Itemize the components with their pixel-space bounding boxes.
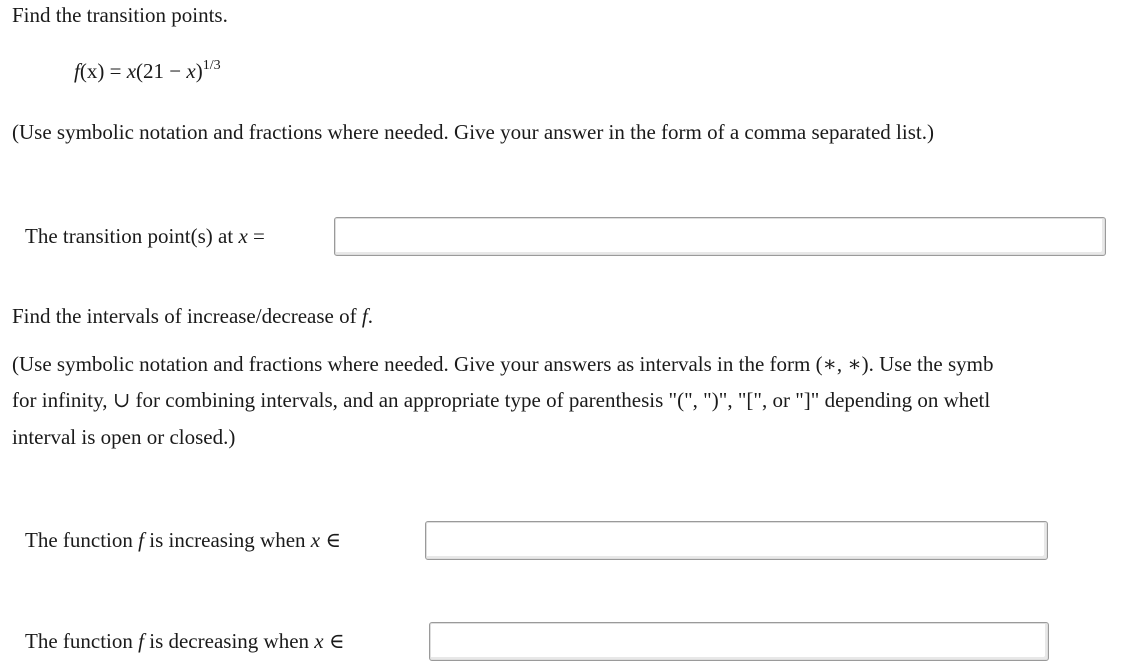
increasing-label-suffix: ∈: [320, 528, 341, 552]
decreasing-label-var2: x: [314, 629, 324, 653]
transition-label-suffix: =: [247, 224, 265, 248]
increasing-label-var: f: [138, 528, 144, 552]
function-definition: [74, 58, 221, 84]
decreasing-label-prefix: The function: [25, 629, 139, 653]
decreasing-label-middle: is decreasing when: [143, 629, 315, 653]
increasing-label-middle: is increasing when: [143, 528, 311, 552]
function-name: f: [74, 59, 80, 83]
question2-instructions-line1: (Use symbolic notation and fractions where needed. Give your answers as intervals in the form (∗, ∗). Use the symb: [12, 352, 994, 376]
function-exponent: 1/3: [202, 58, 221, 73]
question1-instructions: (Use symbolic notation and fractions where needed. Give your answer in the form of a comma separated list.): [12, 120, 934, 144]
increasing-label: [25, 528, 341, 553]
function-rhs-close: ): [195, 59, 203, 83]
question2-instructions-line2: for infinity, ∪ for combining intervals, and an appropriate type of parenthesis "(", ")", "[", or "]" depending on whetl: [12, 388, 991, 412]
transition-label-prefix: The transition point(s) at: [25, 224, 239, 248]
question2-heading-suffix: .: [367, 304, 373, 328]
transition-points-label: [25, 224, 265, 249]
question2-heading-var: f: [361, 304, 368, 328]
decreasing-interval-input[interactable]: [429, 622, 1049, 661]
function-rhs-paren: (21 −: [136, 59, 187, 83]
transition-label-var: x: [238, 224, 248, 248]
question2-instructions-line3: interval is open or closed.): [12, 425, 236, 449]
function-rhs-x: x: [126, 59, 137, 83]
decreasing-label: [25, 629, 344, 654]
question1-heading: Find the transition points.: [12, 3, 228, 27]
increasing-label-prefix: The function: [25, 528, 139, 552]
function-rhs-x2: x: [186, 59, 196, 83]
equals-sign: =: [104, 59, 127, 83]
increasing-interval-input[interactable]: [425, 521, 1048, 560]
function-argument: (x): [79, 59, 105, 83]
increasing-label-var2: x: [310, 528, 321, 552]
transition-points-input[interactable]: [334, 217, 1106, 256]
decreasing-label-suffix: ∈: [323, 629, 345, 653]
question2-heading-prefix: Find the intervals of increase/decrease of: [12, 304, 362, 328]
question2-heading: [12, 304, 373, 329]
decreasing-label-var: f: [138, 629, 144, 653]
